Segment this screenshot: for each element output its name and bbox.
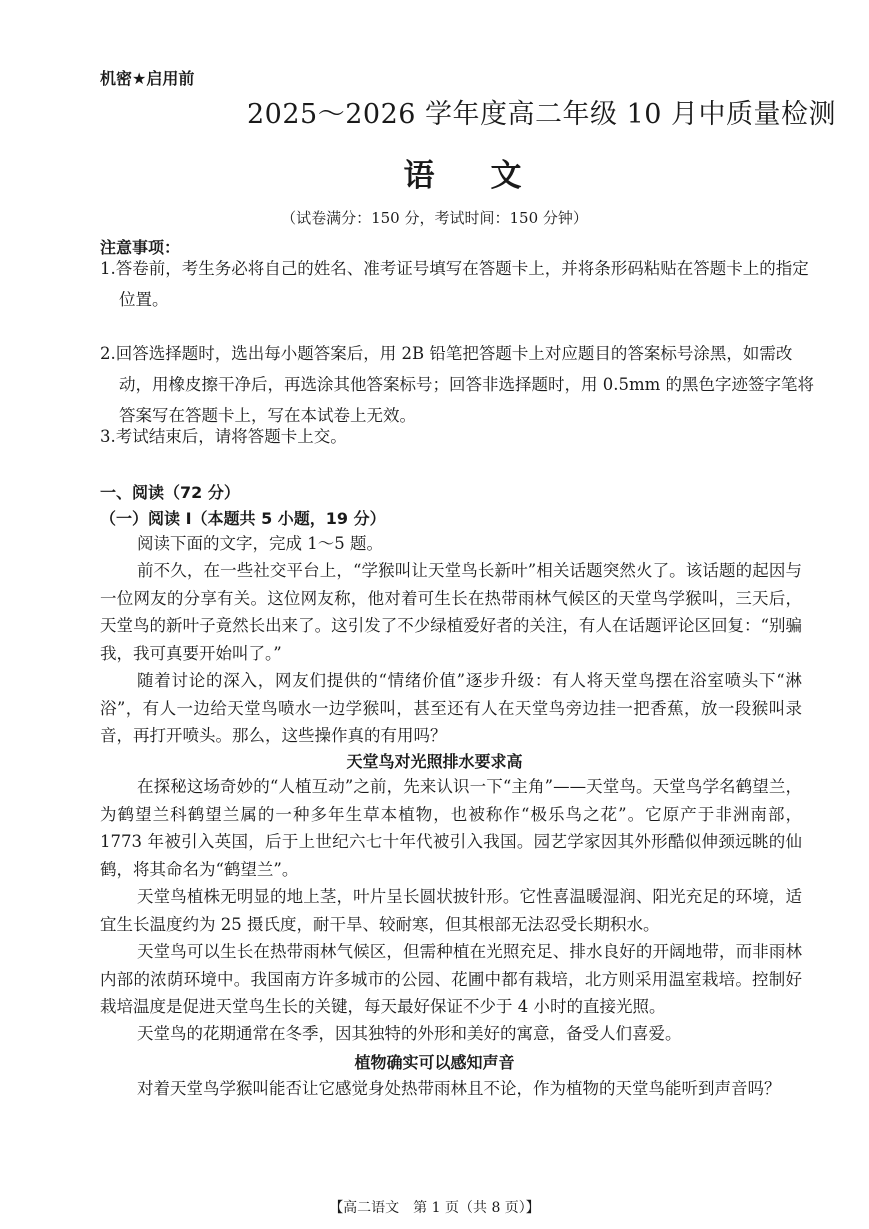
section-title: 一、阅读（72 分） xyxy=(100,483,240,502)
subsection-title: （一）阅读 Ⅰ（本题共 5 小题，19 分） xyxy=(100,509,386,528)
body-paragraph: 天堂鸟的花期通常在冬季，因其独特的外形和美好的寓意，备受人们喜爱。 xyxy=(137,1024,682,1043)
note-item: 1.答卷前，考生务必将自己的姓名、准考证号填写在答题卡上，并将条形码粘贴在答题卡上的指定位置。 xyxy=(100,259,809,309)
subheading: 天堂鸟对光照排水要求高 xyxy=(346,752,523,771)
note-item: 2.回答选择题时，选出每小题答案后，用 2B 铅笔把答题卡上对应题目的答案标号涂黑，如需改动，用橡皮擦干净后，再选涂其他答案标号；回答非选择题时，用 0.5mm 的黑色字迹签字笔将答案写在答题卡上，写在本试卷上无效。 xyxy=(100,344,815,425)
body-paragraph: 天堂鸟植株无明显的地上茎，叶片呈长圆状披针形。它性喜温暖湿润、阳光充足的环境，适宜生长温度约为 25 摄氏度，耐干旱、较耐寒，但其根部无法忍受长期积水。 xyxy=(100,887,802,934)
body-paragraph: 对着天堂鸟学猴叫能否让它感觉身处热带雨林且不论，作为植物的天堂鸟能听到声音吗？ xyxy=(137,1079,781,1098)
body-paragraph: 在探秘这场奇妙的“人植互动”之前，先来认识一下“主角”——天堂鸟。天堂鸟学名鹤望兰，为鹤望兰科鹤望兰属的一种多年生草本植物，也被称作“极乐鸟之花”。它原产于非洲南部，1773 年被引入英国，后于上世纪六七十年代被引入我国。园艺学家因其外形酷似伸颈远眺的仙鹤，将其命名为“鹤望兰”。 xyxy=(100,777,802,879)
confidential-label: 机密★启用前 xyxy=(100,69,195,88)
subheading: 植物确实可以感知声音 xyxy=(354,1053,515,1072)
note-item: 3.考试结束后，请将答题卡上交。 xyxy=(100,427,347,446)
page-footer: 【高二语文 第 1 页（共 8 页）】 xyxy=(329,1200,540,1216)
exam-title: 2025～2026 学年度高二年级 10 月中质量检测 xyxy=(247,99,837,130)
exam-info: （试卷满分：150 分，考试时间：150 分钟） xyxy=(281,209,588,227)
body-paragraph: 前不久，在一些社交平台上，“学猴叫让天堂鸟长新叶”相关话题突然火了。该话题的起因与一位网友的分享有关。这位网友称，他对着可生长在热带雨林气候区的天堂鸟学猴叫，三天后，天堂鸟的新叶子竟然长出来了。这引发了不少绿植爱好者的关注，有人在话题评论区回复：“别骗我，我可真要开始叫了。” xyxy=(100,561,802,663)
notes-heading: 注意事项： xyxy=(100,238,181,257)
subject-title: 语文 xyxy=(403,158,578,194)
body-paragraph: 天堂鸟可以生长在热带雨林气候区，但需种植在光照充足、排水良好的开阔地带，而非雨林内部的浓荫环境中。我国南方许多城市的公园、花圃中都有栽培，北方则采用温室栽培。控制好栽培温度是促进天堂鸟生长的关键，每天最好保证不少于 4 小时的直接光照。 xyxy=(100,942,802,1016)
body-paragraph: 随着讨论的深入，网友们提供的“情绪价值”逐步升级：有人将天堂鸟摆在浴室喷头下“淋浴”，有人一边给天堂鸟喷水一边学猴叫，甚至还有人在天堂鸟旁边挂一把香蕉，放一段猴叫录音，再打开喷头。那么，这些操作真的有用吗？ xyxy=(100,671,802,745)
instruction-text: 阅读下面的文字，完成 1～5 题。 xyxy=(137,534,383,553)
